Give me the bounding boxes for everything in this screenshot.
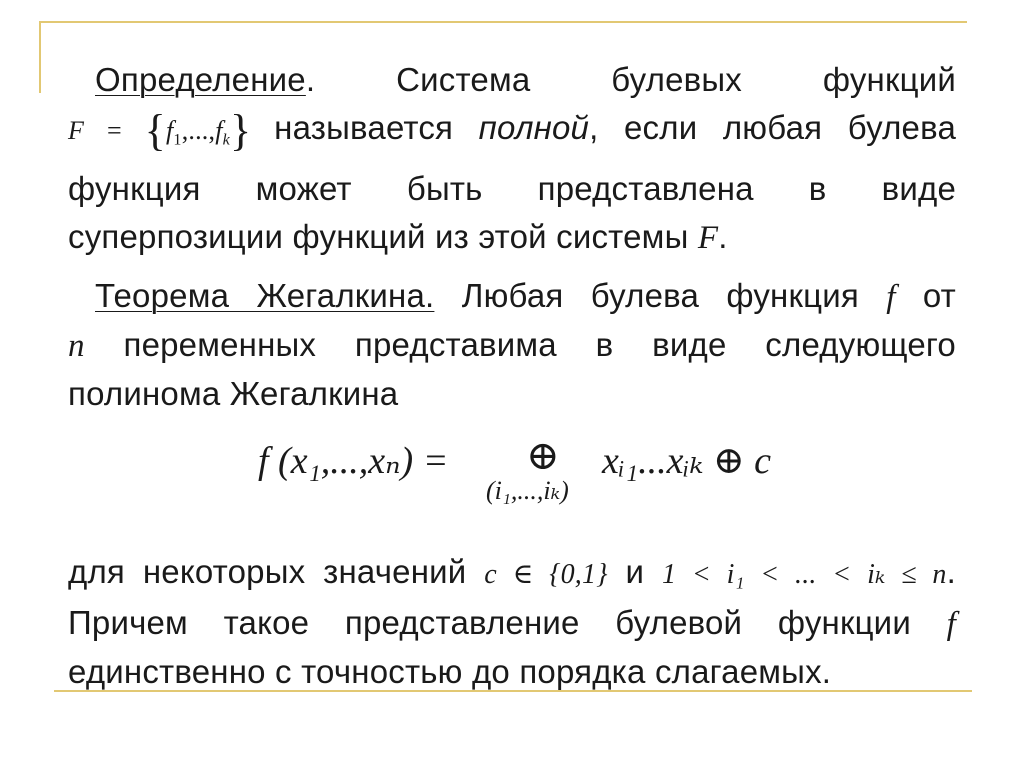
formula-index-set: (i₁,...,iₖ)	[486, 476, 569, 505]
theorem-n-symbol: n	[68, 328, 85, 364]
conclusion-line-2: Причем такое представление булевой функции f	[68, 604, 956, 642]
condition-c: c ∈ {0,1}	[484, 559, 608, 590]
definition-line-1	[68, 56, 956, 104]
definition-system-symbol: F	[697, 219, 719, 256]
conclusion-line-3: единственно с точностью до порядка слагаемых.	[68, 653, 832, 690]
zhegalkin-formula	[258, 432, 818, 522]
formula-lhs: f (x₁,...,xₙ) =	[258, 440, 449, 482]
definition-line-2	[68, 104, 956, 165]
definition-text-b: , если любая булева	[589, 109, 957, 146]
definition-line-3: функция может быть представлена в виде	[68, 169, 956, 207]
conclusion-function-symbol: f	[946, 606, 956, 642]
theorem-line-2: n переменных представима в виде следующего	[68, 326, 956, 364]
definition-text-a: называется	[274, 109, 479, 146]
frame-left-line	[39, 21, 41, 93]
theorem-line-3: полинома Жегалкина	[68, 375, 399, 412]
definition-paragraph	[68, 56, 956, 262]
definition-line-4: суперпозиции функций из этой системы F.	[68, 217, 728, 256]
conclusion-paragraph	[68, 548, 956, 696]
definition-italic-term: полной	[478, 109, 590, 146]
theorem-paragraph	[68, 272, 956, 418]
theorem-function-symbol: f	[886, 279, 896, 315]
condition-indices: 1 < i₁ < ... < iₖ ≤ n	[661, 559, 947, 590]
frame-top-line	[39, 21, 967, 23]
definition-heading: Определение	[95, 61, 306, 98]
formula-rhs: xᵢ₁...xᵢₖ ⊕ c	[602, 440, 772, 482]
theorem-line-1: Теорема Жегалкина. Любая булева функция f от	[95, 277, 956, 315]
definition-intro: . Система булевых функций	[305, 61, 956, 98]
theorem-heading: Теорема Жегалкина.	[95, 277, 435, 314]
xor-sum-icon: ⊕	[526, 433, 560, 478]
set-expression: $F = \{f_1,...,f_k\}$	[68, 106, 252, 155]
conclusion-line-1: для некоторых значений c ∈ {0,1} и 1 < i₁ < ... < iₖ ≤ n.	[68, 553, 956, 590]
